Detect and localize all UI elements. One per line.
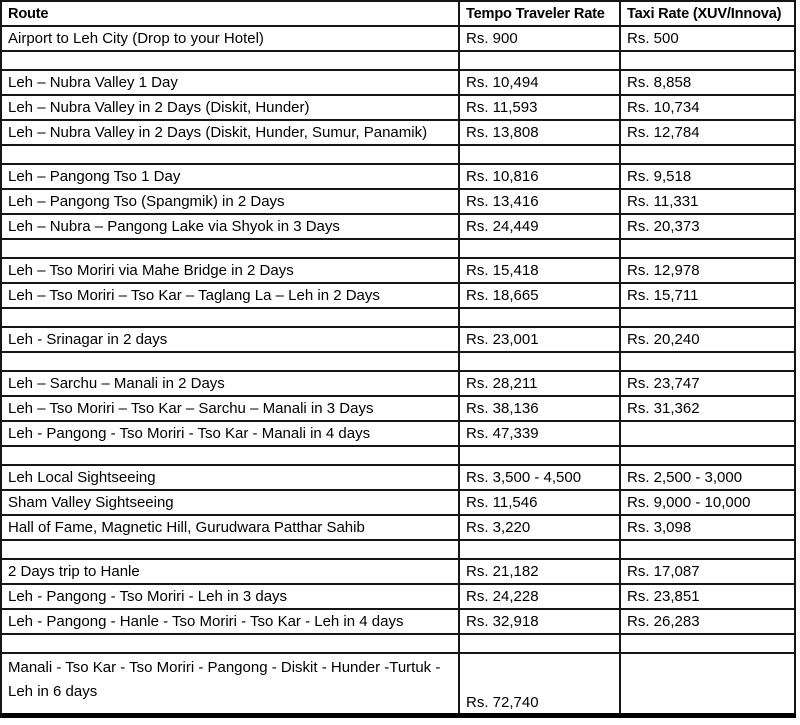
table-row (1, 327, 795, 352)
tempo-rate-cell: Rs. 47,339 (459, 421, 620, 446)
taxi-rate-cell: Rs. 20,240 (620, 327, 795, 352)
route-cell (1, 308, 459, 327)
route-cell (1, 540, 459, 559)
route-cell (1, 51, 459, 70)
tempo-rate-cell (459, 145, 620, 164)
route-cell (1, 352, 459, 371)
table-row (1, 421, 795, 446)
route-cell: Leh – Nubra Valley in 2 Days (Diskit, Hunder, Sumur, Panamik) (1, 120, 459, 145)
tempo-rate-cell: Rs. 11,593 (459, 95, 620, 120)
taxi-rate-cell: Rs. 2,500 - 3,000 (620, 465, 795, 490)
taxi-rate-cell: Rs. 12,784 (620, 120, 795, 145)
tempo-rate-cell (459, 352, 620, 371)
route-cell: Leh - Pangong - Hanle - Tso Moriri - Tso Kar - Leh in 4 days (1, 609, 459, 634)
taxi-rate-cell (620, 446, 795, 465)
route-cell: Manali - Tso Kar - Tso Moriri - Pangong - Diskit - Hunder -Turtuk - Leh in 6 days (1, 653, 459, 715)
tempo-rate-cell: Rs. 72,740 (459, 653, 620, 715)
table-row (1, 609, 795, 634)
table-row (1, 490, 795, 515)
route-cell: Leh - Srinagar in 2 days (1, 327, 459, 352)
column-header-tempo-traveler-rate: Tempo Traveler Rate (459, 1, 620, 26)
table-row (1, 559, 795, 584)
taxi-rate-cell (620, 540, 795, 559)
taxi-rate-cell: Rs. 9,518 (620, 164, 795, 189)
route-cell (1, 145, 459, 164)
table-row (1, 120, 795, 145)
route-cell: Leh – Pangong Tso 1 Day (1, 164, 459, 189)
tempo-rate-cell: Rs. 13,416 (459, 189, 620, 214)
tempo-rate-cell: Rs. 38,136 (459, 396, 620, 421)
taxi-rate-cell: Rs. 23,851 (620, 584, 795, 609)
taxi-rate-cell (620, 352, 795, 371)
route-cell: Leh Local Sightseeing (1, 465, 459, 490)
table-row (1, 26, 795, 51)
route-cell: Leh – Tso Moriri via Mahe Bridge in 2 Days (1, 258, 459, 283)
spacer-row (1, 352, 795, 371)
tempo-rate-cell: Rs. 3,220 (459, 515, 620, 540)
route-cell: Leh - Pangong - Tso Moriri - Tso Kar - Manali in 4 days (1, 421, 459, 446)
route-cell: Sham Valley Sightseeing (1, 490, 459, 515)
taxi-rate-cell: Rs. 15,711 (620, 283, 795, 308)
route-cell: 2 Days trip to Hanle (1, 559, 459, 584)
spacer-row (1, 145, 795, 164)
table-row (1, 371, 795, 396)
table-row (1, 653, 795, 715)
table-row (1, 189, 795, 214)
taxi-rate-cell: Rs. 20,373 (620, 214, 795, 239)
tempo-rate-cell: Rs. 24,228 (459, 584, 620, 609)
route-cell: Leh – Nubra Valley in 2 Days (Diskit, Hunder) (1, 95, 459, 120)
tempo-rate-cell: Rs. 900 (459, 26, 620, 51)
tempo-rate-cell (459, 540, 620, 559)
tempo-rate-cell: Rs. 10,816 (459, 164, 620, 189)
taxi-rate-cell: Rs. 10,734 (620, 95, 795, 120)
tempo-rate-cell (459, 308, 620, 327)
route-cell: Hall of Fame, Magnetic Hill, Gurudwara Patthar Sahib (1, 515, 459, 540)
table-row (1, 70, 795, 95)
tempo-rate-cell: Rs. 32,918 (459, 609, 620, 634)
table-row (1, 258, 795, 283)
header-row (1, 1, 795, 26)
taxi-rate-cell: Rs. 12,978 (620, 258, 795, 283)
taxi-rate-cell (620, 421, 795, 446)
taxi-rate-cell: Rs. 26,283 (620, 609, 795, 634)
taxi-rate-cell: Rs. 8,858 (620, 70, 795, 95)
taxi-rate-cell: Rs. 23,747 (620, 371, 795, 396)
spacer-row (1, 239, 795, 258)
route-cell (1, 446, 459, 465)
tempo-rate-cell: Rs. 28,211 (459, 371, 620, 396)
tempo-rate-cell: Rs. 18,665 (459, 283, 620, 308)
taxi-rate-cell: Rs. 9,000 - 10,000 (620, 490, 795, 515)
column-header-taxi-rate: Taxi Rate (XUV/Innova) (620, 1, 795, 26)
tempo-rate-cell: Rs. 15,418 (459, 258, 620, 283)
table-body (1, 26, 795, 715)
tempo-rate-cell (459, 239, 620, 258)
tempo-rate-cell: Rs. 10,494 (459, 70, 620, 95)
taxi-rate-cell: Rs. 500 (620, 26, 795, 51)
taxi-rate-cell (620, 308, 795, 327)
taxi-rate-cell (620, 239, 795, 258)
tempo-rate-cell: Rs. 13,808 (459, 120, 620, 145)
spacer-row (1, 540, 795, 559)
route-cell: Airport to Leh City (Drop to your Hotel) (1, 26, 459, 51)
taxi-rate-cell (620, 653, 795, 715)
route-cell: Leh – Pangong Tso (Spangmik) in 2 Days (1, 189, 459, 214)
taxi-rate-cell: Rs. 17,087 (620, 559, 795, 584)
table-row (1, 164, 795, 189)
taxi-rate-cell: Rs. 11,331 (620, 189, 795, 214)
table-row (1, 95, 795, 120)
tempo-rate-cell (459, 446, 620, 465)
route-cell: Leh – Nubra – Pangong Lake via Shyok in 3 Days (1, 214, 459, 239)
tempo-rate-cell: Rs. 11,546 (459, 490, 620, 515)
tempo-rate-cell: Rs. 23,001 (459, 327, 620, 352)
route-cell: Leh – Tso Moriri – Tso Kar – Sarchu – Manali in 3 Days (1, 396, 459, 421)
tempo-rate-cell: Rs. 24,449 (459, 214, 620, 239)
taxi-rate-cell (620, 634, 795, 653)
route-cell: Leh - Pangong - Tso Moriri - Leh in 3 days (1, 584, 459, 609)
table-row (1, 515, 795, 540)
spacer-row (1, 446, 795, 465)
table-row (1, 214, 795, 239)
tempo-rate-cell (459, 51, 620, 70)
tempo-rate-cell: Rs. 3,500 - 4,500 (459, 465, 620, 490)
column-header-route: Route (1, 1, 459, 26)
table-row (1, 584, 795, 609)
spacer-row (1, 51, 795, 70)
taxi-rate-cell (620, 51, 795, 70)
table-row (1, 283, 795, 308)
route-cell: Leh – Tso Moriri – Tso Kar – Taglang La – Leh in 2 Days (1, 283, 459, 308)
spacer-row (1, 634, 795, 653)
route-cell: Leh – Sarchu – Manali in 2 Days (1, 371, 459, 396)
taxi-rate-cell: Rs. 3,098 (620, 515, 795, 540)
route-cell (1, 239, 459, 258)
tempo-rate-cell (459, 634, 620, 653)
taxi-rate-cell: Rs. 31,362 (620, 396, 795, 421)
taxi-rate-cell (620, 145, 795, 164)
table-row (1, 465, 795, 490)
table-row (1, 396, 795, 421)
route-cell: Leh – Nubra Valley 1 Day (1, 70, 459, 95)
tempo-rate-cell: Rs. 21,182 (459, 559, 620, 584)
route-cell (1, 634, 459, 653)
spacer-row (1, 308, 795, 327)
